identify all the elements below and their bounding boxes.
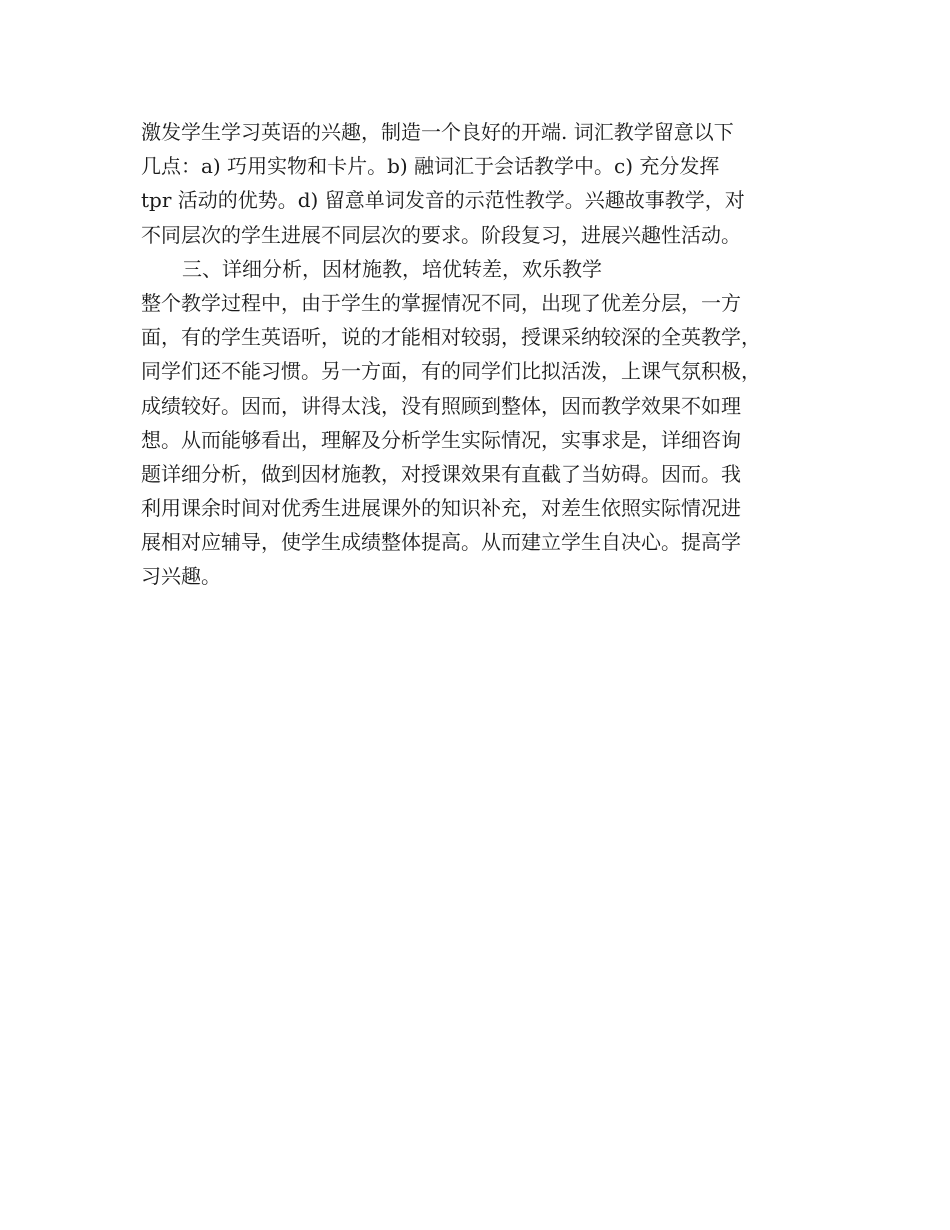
text-line: 同学们还不能习惯。另一方面，有的同学们比拟活泼，上课气氛积极， [141, 359, 761, 384]
text-line: 不同层次的学生进展不同层次的要求。阶段复习，进展兴趣性活动。 [141, 222, 741, 247]
text-line: tpr 活动的优势。d) 留意单词发音的示范性教学。兴趣故事教学，对 [141, 188, 745, 213]
text-line: 展相对应辅导，使学生成绩整体提高。从而建立学生自决心。提高学 [141, 530, 741, 555]
text-line: 想。从而能够看出，理解及分析学生实际情况，实事求是，详细咨询 [141, 427, 741, 452]
text-line: 整个教学过程中，由于学生的掌握情况不同，出现了优差分层，一方 [141, 290, 741, 315]
text-line: 利用课余时间对优秀生进展课外的知识补充，对差生依照实际情况进 [141, 496, 741, 521]
body-text [141, 115, 831, 594]
text-line: 成绩较好。因而，讲得太浅，没有照顾到整体，因而教学效果不如理 [141, 393, 741, 418]
text-line: 几点：a) 巧用实物和卡片。b) 融词汇于会话教学中。c) 充分发挥 [141, 154, 720, 179]
text-line: 题详细分析，做到因材施教，对授课效果有直截了当妨碍。因而。我 [141, 461, 741, 486]
text-line: 面，有的学生英语听，说的才能相对较弱，授课采纳较深的全英教学， [141, 325, 761, 350]
text-line: 激发学生学习英语的兴趣，制造一个良好的开端. 词汇教学留意以下 [141, 120, 734, 144]
section-heading: 三、详细分析，因材施教，培优转差，欢乐教学 [182, 256, 602, 281]
text-line: 习兴趣。 [141, 564, 221, 589]
